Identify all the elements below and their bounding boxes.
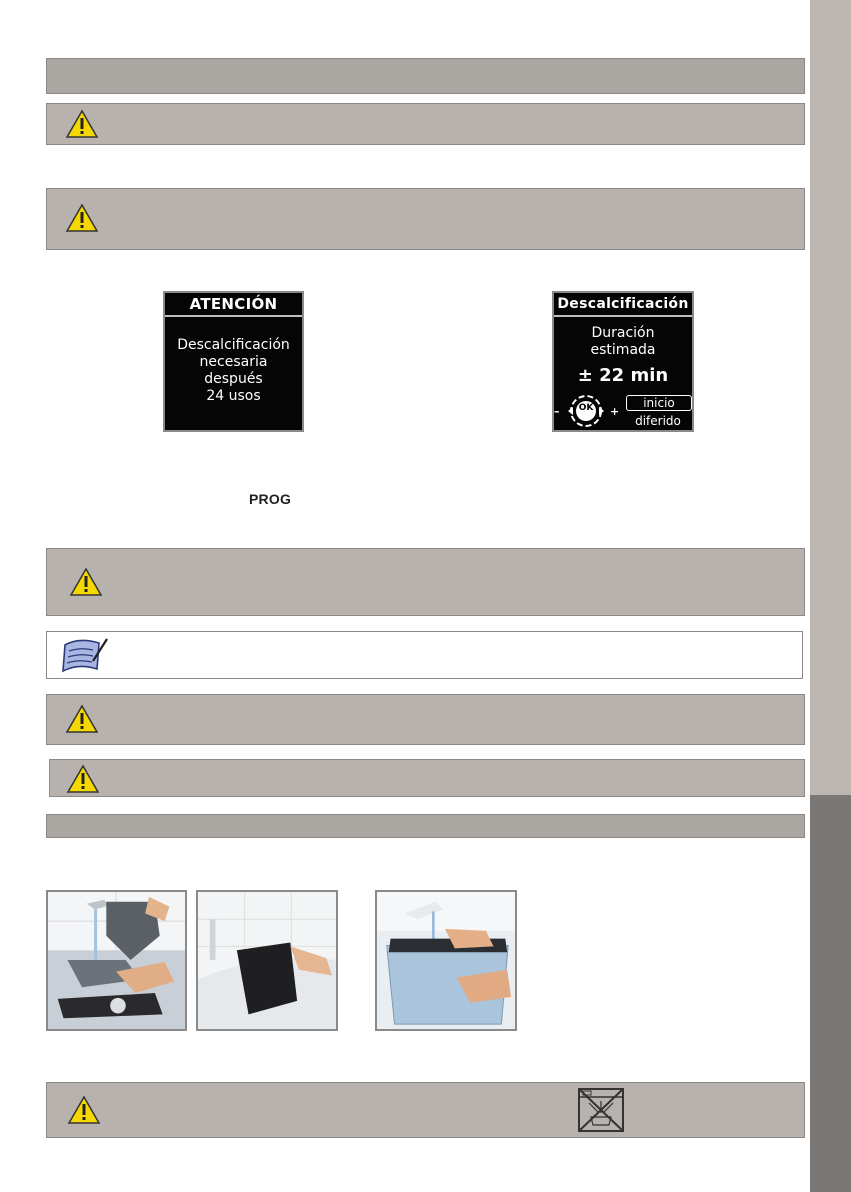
warning-triangle-icon <box>65 704 99 734</box>
warning-triangle-icon <box>65 203 99 233</box>
photo-rinsing-tank <box>375 890 517 1031</box>
descaling-screen <box>552 291 694 432</box>
photo-washing-box <box>196 890 338 1031</box>
option-diferido: diferido <box>635 414 681 428</box>
note-paper-icon <box>59 635 111 675</box>
photo-rinsing-parts <box>46 890 187 1031</box>
attention-screen <box>163 291 304 432</box>
section-title-band <box>46 58 805 94</box>
descaling-line-1: Duración <box>591 325 655 341</box>
warning-triangle-icon <box>66 764 100 794</box>
prog-button-label: PROG <box>249 491 292 507</box>
attention-line-1: Descalcificación <box>177 337 290 353</box>
warning-band-2 <box>46 188 805 250</box>
attention-screen-title: ATENCIÓN <box>165 293 302 317</box>
descaling-line-2: estimada <box>590 342 656 358</box>
warning-band-5 <box>49 759 805 797</box>
side-tab-light <box>810 0 851 795</box>
option-inicio: inicio <box>626 395 692 411</box>
attention-line-3: después <box>204 371 263 387</box>
ok-label: OK <box>578 403 594 413</box>
warning-band-bottom <box>46 1082 805 1138</box>
warning-triangle-icon <box>69 567 103 597</box>
warning-band-4 <box>46 694 805 745</box>
note-band <box>46 631 803 679</box>
no-dishwasher-icon <box>577 1087 625 1133</box>
warning-triangle-icon <box>67 1095 101 1125</box>
minus-label: – <box>554 405 560 418</box>
section-title-band-2 <box>46 814 805 838</box>
side-tab-dark <box>810 795 851 1192</box>
attention-line-4: 24 usos <box>206 388 261 404</box>
warning-band-3 <box>46 548 805 616</box>
attention-line-2: necesaria <box>199 354 268 370</box>
warning-band-1 <box>46 103 805 145</box>
descaling-screen-title: Descalcificación <box>554 293 692 317</box>
warning-triangle-icon <box>65 109 99 139</box>
descaling-duration: ± 22 min <box>577 365 669 386</box>
plus-label: + <box>610 405 620 418</box>
